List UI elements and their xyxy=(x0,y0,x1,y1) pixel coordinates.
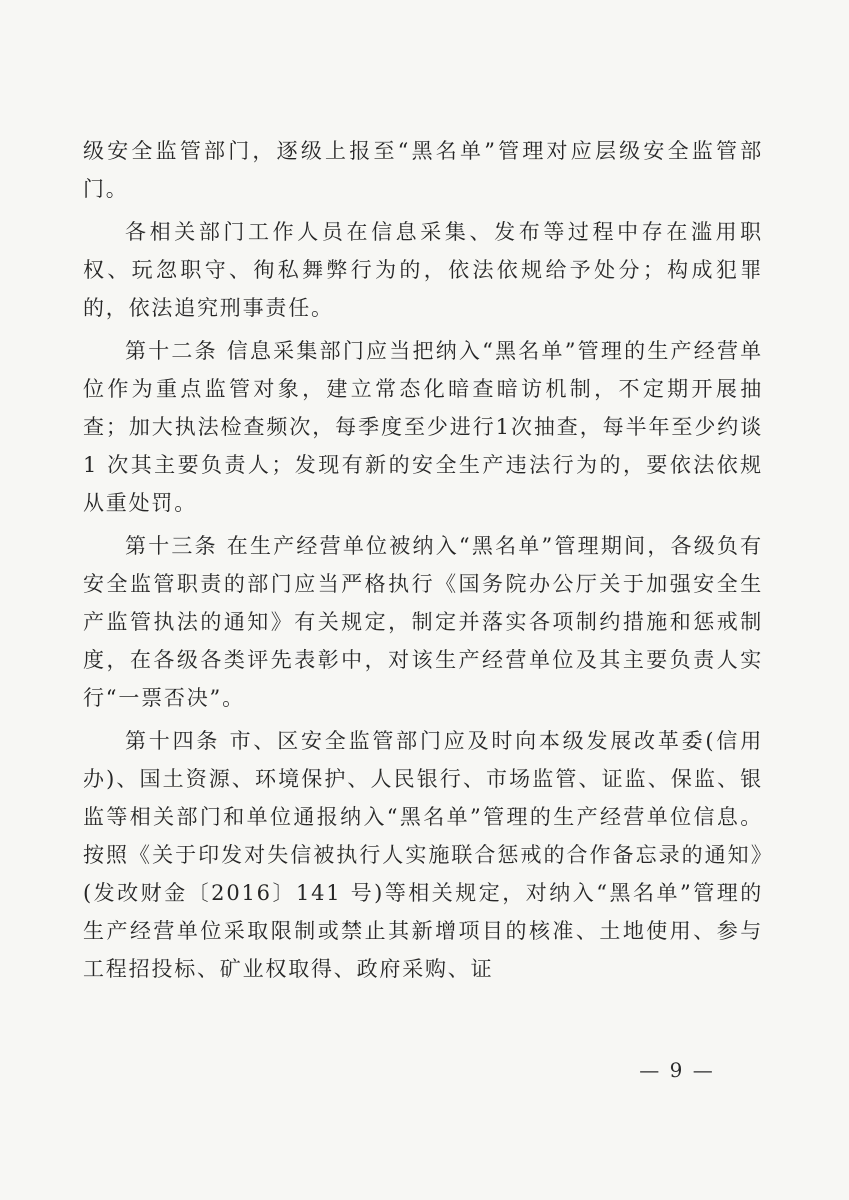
paragraph-article-13: 第十三条 在生产经营单位被纳入“黑名单”管理期间，各级负有安全监管职责的部门应当严格执行《国务院办公厅关于加强安全生产监管执法的通知》有关规定，制定并落实各项制约措施和惩戒制度，在各级各类评先表彰中，对该生产经营单位及其主要负责人实行“一票否决”。 xyxy=(83,534,763,710)
paragraph-continuation: 级安全监管部门，逐级上报至“黑名单”管理对应层级安全监管部门。 xyxy=(83,139,763,201)
document-body xyxy=(83,132,763,993)
paragraph-article-12: 第十二条 信息采集部门应当把纳入“黑名单”管理的生产经营单位作为重点监管对象，建立常态化暗查暗访机制，不定期开展抽查；加大执法检查频次，每季度至少进行1次抽查，每半年至少约谈 1 次其主要负责人；发现有新的安全生产违法行为的，要依法依规从重处罚。 xyxy=(83,339,763,515)
page-number: — 9 — xyxy=(639,1058,715,1082)
paragraph-article-14: 第十四条 市、区安全监管部门应及时向本级发展改革委(信用办)、国土资源、环境保护、人民银行、市场监管、证监、保监、银监等相关部门和单位通报纳入“黑名单”管理的生产经营单位信息。按照《关于印发对失信被执行人实施联合惩戒的合作备忘录的通知》(发改财金〔2016〕141 号)等相关规定，对纳入“黑名单”管理的生产经营单位采取限制或禁止其新增项目的核准、土地使用、参与工程招投标、矿业权取得、政府采购、证 xyxy=(83,729,763,981)
paragraph-staff-liability: 各相关部门工作人员在信息采集、发布等过程中存在滥用职权、玩忽职守、徇私舞弊行为的，依法依规给予处分；构成犯罪的，依法追究刑事责任。 xyxy=(83,220,763,320)
